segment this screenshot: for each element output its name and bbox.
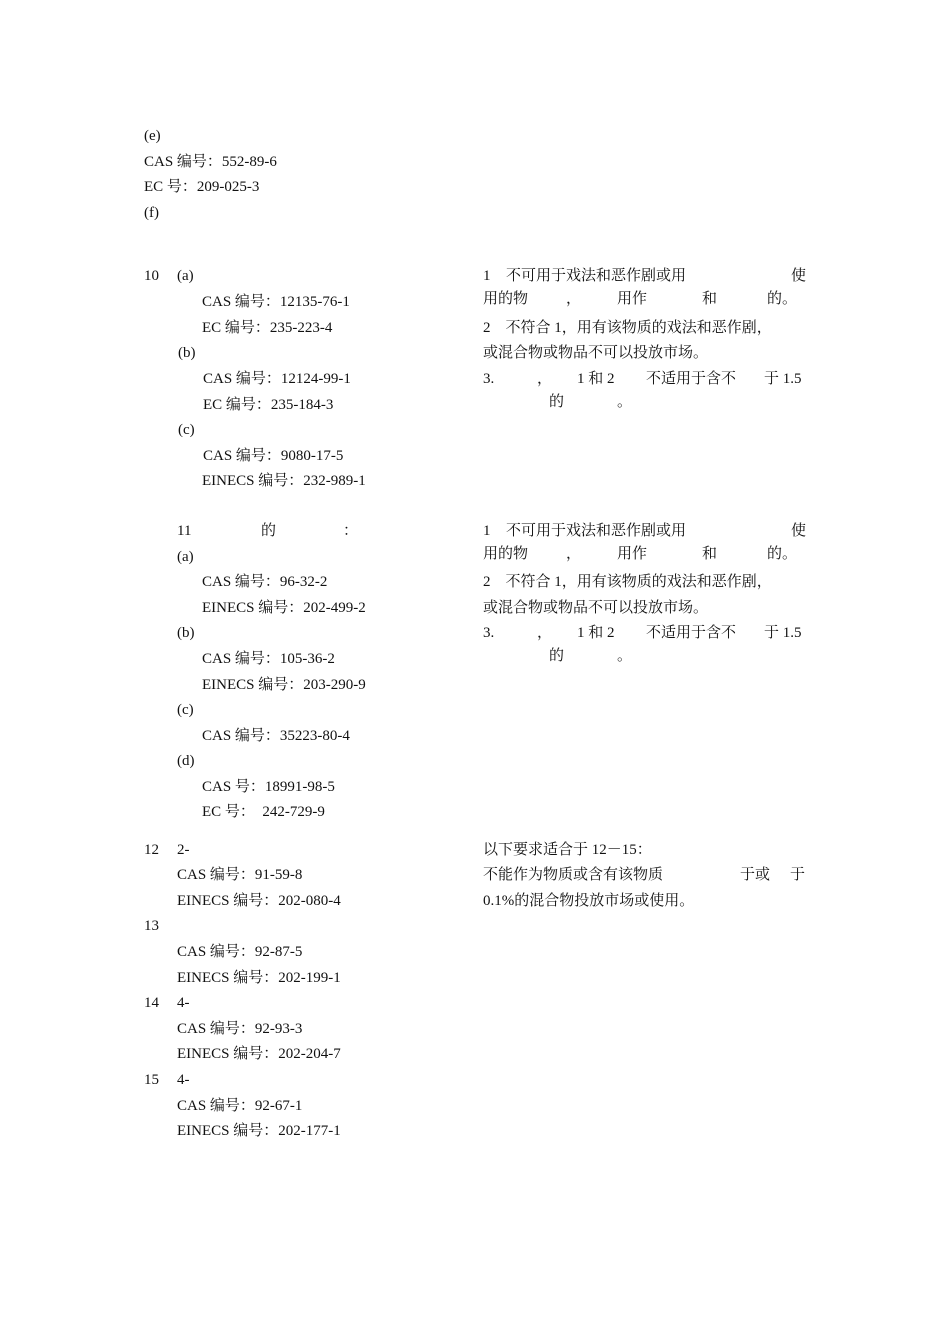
condition-text: ， [537,371,553,387]
condition-text: 0.1%的混合物投放市场或使用。 [483,893,695,909]
cas-number: CAS 编号：35223-80-4 [202,728,350,744]
condition-text: 不可用于戏法和恶作剧或用 [506,523,687,539]
condition-text: 1 [483,268,491,284]
condition-text: 于 1.5 [764,371,802,387]
entry-number-13: 13 [144,918,159,934]
condition-text: 。 [617,648,633,664]
condition-text: 不可用于戏法和恶作剧或用 [506,268,687,284]
condition-text: 2 不符合 1，用有该物质的戏法和恶作剧， [483,574,772,590]
einecs-number: EINECS 编号：203-290-9 [202,677,366,693]
condition-text: 和 [702,546,718,562]
cas-number: CAS 编号：12135-76-1 [202,294,350,310]
entry-number-14: 14 [144,995,159,1011]
condition-text: 用的物 [483,291,529,307]
cas-number: CAS 编号：12124-99-1 [203,371,351,387]
cas-number: CAS 编号：105-36-2 [202,651,335,667]
substance-name: 2- [177,842,190,858]
substance-name: 4- [177,995,190,1011]
einecs-number: EINECS 编号：202-199-1 [177,970,341,986]
condition-text: 2 不符合 1，用有该物质的戏法和恶作剧， [483,320,772,336]
ec-number: EC 编号：235-223-4 [202,320,333,336]
item-label-c: (c) [177,702,194,718]
einecs-number: EINECS 编号：232-989-1 [202,473,366,489]
condition-text: 以下要求适合于 12－15： [483,842,652,858]
einecs-number: EINECS 编号：202-177-1 [177,1123,341,1139]
entry-number-11: 11 [177,523,192,539]
condition-text: 于或 [740,867,771,883]
condition-text: 的。 [767,546,798,562]
condition-text: 用作 [617,546,648,562]
condition-text: 使 [791,523,807,539]
condition-text: ， [537,625,553,641]
einecs-number: EINECS 编号：202-080-4 [177,893,341,909]
cas-number: CAS 编号：96-32-2 [202,574,328,590]
cas-number: CAS 编号：9080-17-5 [203,448,344,464]
cas-number: CAS 编号：92-93-3 [177,1021,303,1037]
condition-text: ， [566,546,582,562]
condition-text: 于 1.5 [764,625,802,641]
condition-text: 和 [702,291,718,307]
condition-text: 于 [790,867,806,883]
condition-text: 或混合物或物品不可以投放市场。 [483,600,709,616]
condition-text: 不适用于含不 [646,371,737,387]
entry-title: ： [343,523,359,539]
einecs-number: EINECS 编号：202-499-2 [202,600,366,616]
substance-name: 4- [177,1072,190,1088]
entry-number-15: 15 [144,1072,159,1088]
condition-text: 的 [549,648,565,664]
condition-text: 使 [791,268,807,284]
condition-text: 不能作为物质或含有该物质 [483,867,664,883]
cas-number: CAS 编号：92-67-1 [177,1098,303,1114]
item-label-f: (f) [144,205,159,221]
cas-number: CAS 号：18991-98-5 [202,779,335,795]
cas-number: CAS 编号：92-87-5 [177,944,303,960]
einecs-number: EINECS 编号：202-204-7 [177,1046,341,1062]
condition-text: 用作 [617,291,648,307]
item-label-a: (a) [177,549,194,565]
condition-text: 不适用于含不 [646,625,737,641]
condition-text: 或混合物或物品不可以投放市场。 [483,345,709,361]
condition-text: 用的物 [483,546,529,562]
condition-text: 的 [549,394,565,410]
cas-number: CAS 编号：91-59-8 [177,867,303,883]
item-label-b: (b) [178,345,196,361]
item-label-e: (e) [144,128,161,144]
entry-number-12: 12 [144,842,159,858]
ec-number: EC 号：209-025-3 [144,179,260,195]
condition-text: 1 和 2 [577,371,615,387]
ec-number: EC 号： 242-729-9 [202,804,325,820]
condition-text: 3. [483,371,495,387]
item-label-d: (d) [177,753,195,769]
condition-text: 3. [483,625,495,641]
condition-text: 的。 [767,291,798,307]
item-label-a: (a) [177,268,194,284]
condition-text: ， [566,291,582,307]
condition-text: 。 [617,394,633,410]
entry-number-10: 10 [144,268,159,284]
entry-title: 的 [261,523,277,539]
item-label-c: (c) [178,422,195,438]
item-label-b: (b) [177,625,195,641]
condition-text: 1 和 2 [577,625,615,641]
condition-text: 1 [483,523,491,539]
ec-number: EC 编号：235-184-3 [203,397,334,413]
cas-number: CAS 编号：552-89-6 [144,154,277,170]
